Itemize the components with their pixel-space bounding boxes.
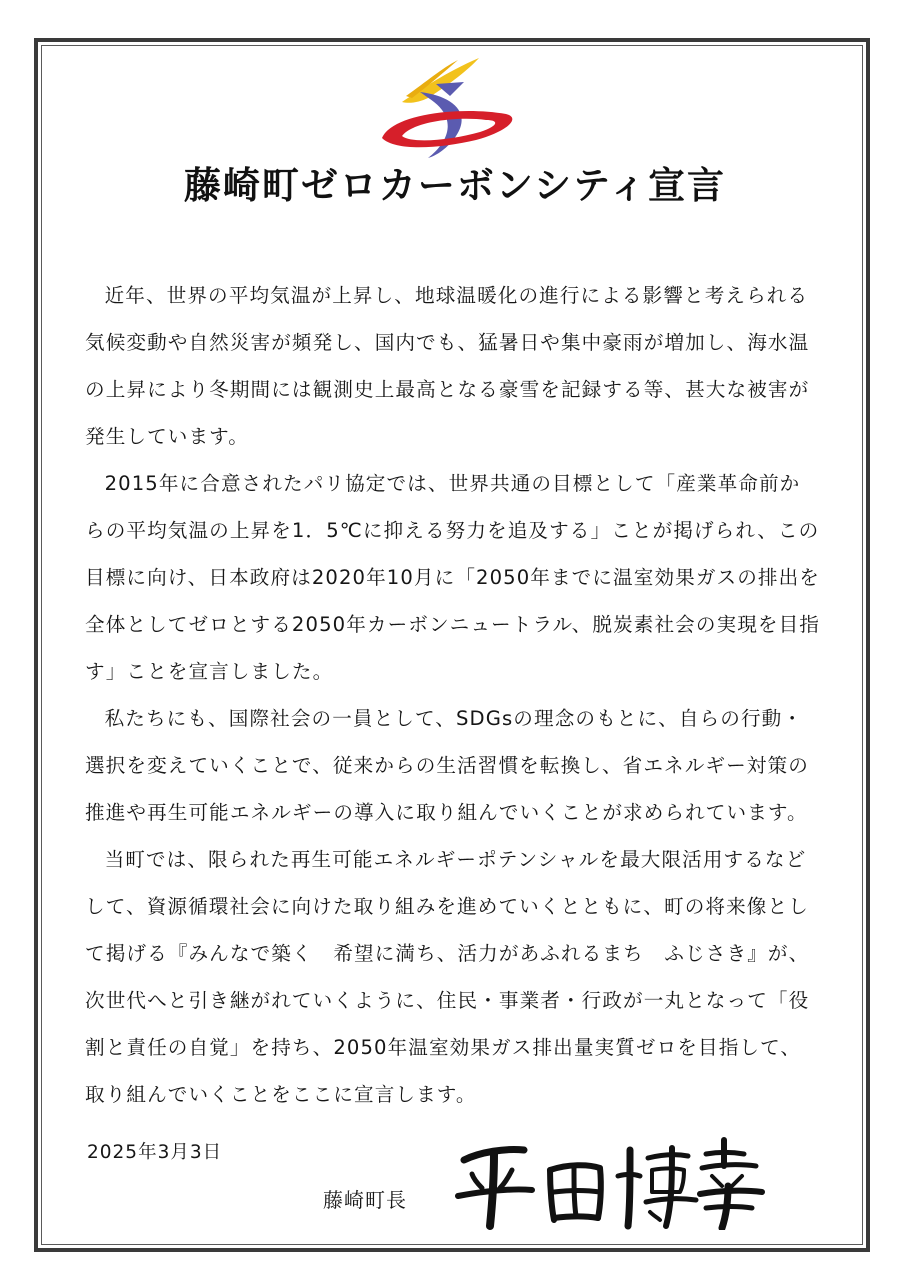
mayor-signature: [450, 1130, 770, 1230]
town-emblem-icon: [376, 52, 516, 160]
page-title: 藤崎町ゼロカーボンシティ宣言: [183, 164, 727, 207]
declaration-date: 2025年3月3日: [87, 1142, 223, 1163]
paragraph-2: 2015年に合意されたパリ協定では、世界共通の目標として「産業革命前からの平均気温の上昇を1．5℃に抑える努力を追及する」ことが掲げられ、この目標に向け、日本政府は2020年10月に「2050年までに温室効果ガスの排出を全体としてゼロとする2050年カーボンニュートラル、脱炭素社会の実現を目指す」ことを宣言しました。: [85, 472, 821, 683]
paragraph-3: 私たちにも、国際社会の一員として、SDGsの理念のもとに、自らの行動・選択を変えていくことで、従来からの生活習慣を転換し、省エネルギー対策の推進や再生可能エネルギーの導入に取り組んでいくことが求められています。: [85, 707, 809, 824]
declaration-body: [85, 272, 820, 1118]
paragraph-1: 近年、世界の平均気温が上昇し、地球温暖化の進行による影響と考えられる気候変動や自然災害が頻発し、国内でも、猛暑日や集中豪雨が増加し、海水温の上昇により冬期間には観測史上最高となる豪雪を記録する等、甚大な被害が発生しています。: [85, 284, 810, 448]
paragraph-4: 当町では、限られた再生可能エネルギーポテンシャルを最大限活用するなどして、資源循環社会に向けた取り組みを進めていくとともに、町の将来像として掲げる『みんなで築く 希望に満ち、活力があふれるまち ふじさき』が、次世代へと引き継がれていくように、住民・事業者・行政が一丸となって「役割と責任の自覚」を持ち、2050年温室効果ガス排出量実質ゼロを目指して、取り組んでいくことをここに宣言します。: [85, 848, 810, 1106]
mayor-title: 藤崎町長: [323, 1188, 407, 1212]
